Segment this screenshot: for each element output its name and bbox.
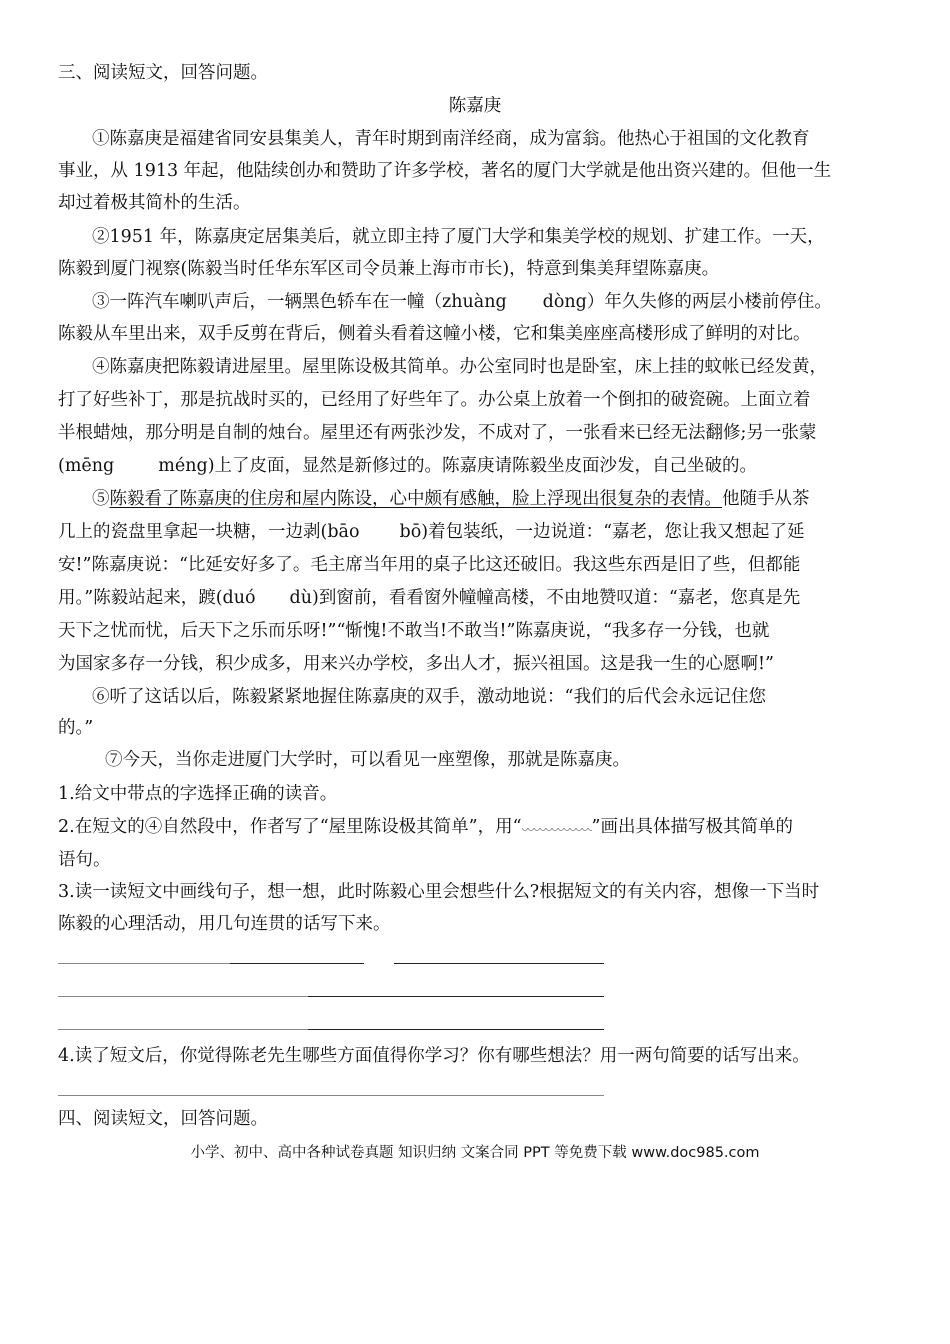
footer-promo: 小学、初中、高中各种试卷真题 知识归纳 文案合同 PPT 等免费下载 www.doc985.com: [190, 1145, 760, 1161]
p5-line2: [58, 521, 805, 543]
p4-line4-a: (mēng: [58, 456, 115, 476]
p5-line2-b: bō)着包装纸，一边说道：“嘉老，您让我又想起了延: [399, 522, 805, 542]
question-2-cont: 语句。: [58, 850, 111, 870]
section3-heading: 三、阅读短文，回答问题。: [58, 63, 268, 83]
p5-line4-b: dù)到窗前，看看窗外幢幢高楼，不由地赞叹道：“嘉老，您真是先: [289, 588, 801, 608]
p3-line1-b: dòng）年久失修的两层小楼前停住。: [542, 292, 832, 312]
answer-line-4[interactable]: [58, 1095, 604, 1096]
p5-line5: 天下之忧而忧，后天下之乐而乐呀!”“惭愧!不敢当!不敢当!”陈嘉庚说，“我多存一分钱，也就: [58, 621, 770, 641]
question-2: [58, 816, 793, 838]
p1-line1: ①陈嘉庚是福建省同安县集美人，青年时期到南洋经商，成为富翁。他热心于祖国的文化教育: [92, 129, 810, 149]
p3-line2: 陈毅从车里出来，双手反剪在背后，侧着头看着这幢小楼，它和集美座座高楼形成了鲜明的对比。: [58, 324, 811, 344]
question-3-cont: 陈毅的心理活动，用几句连贯的话写下来。: [58, 914, 391, 934]
answer-line-2a[interactable]: [58, 996, 308, 997]
p5-line6: 为国家多存一分钱，积少成多，用来兴办学校，多出人才，振兴祖国。这是我一生的心愿啊!”: [58, 654, 774, 674]
p4-line1: ④陈嘉庚把陈毅请进屋里。屋里陈设极其简单。办公室同时也是卧室，床上挂的蚊帐已经发黄，: [92, 357, 827, 377]
p4-line3: 半根蜡烛，那分明是自制的烛台。屋里还有两张沙发，不成对了，一张看来已经无法翻修;另一张蒙: [58, 423, 817, 443]
answer-line-3a[interactable]: [58, 1029, 308, 1030]
underlined-sentence: 陈毅看了陈嘉庚的住房和屋内陈设，心中颇有感触，脸上浮现出很复杂的表情。: [109, 489, 722, 509]
p5-line1: [92, 488, 810, 510]
article-title: 陈嘉庚: [448, 96, 502, 116]
p2-line2: 陈毅到厦门视察(陈毅当时任华东军区司令员兼上海市市长)，特意到集美拜望陈嘉庚。: [58, 259, 720, 279]
answer-line-2b[interactable]: [308, 996, 604, 997]
question-3: 3.读一读短文中画线句子，想一想，此时陈毅心里会想些什么?根据短文的有关内容，想像一下当时: [58, 882, 820, 902]
p6-line2: 的。”: [58, 718, 94, 738]
p5-prefix: ⑤: [92, 489, 110, 509]
question-2-b: ”画出具体描写极其简单的: [591, 817, 793, 837]
p5-line4-a: 用。”陈毅站起来，踱(duó: [58, 588, 256, 608]
wavy-line-mark: [522, 820, 592, 832]
p4-line2: 打了好些补丁，那是抗战时买的，已经用了好些年了。办公桌上放着一个倒扣的破瓷碗。上面立着: [58, 390, 811, 410]
p3-line1-a: ③一阵汽车喇叭声后，一辆黑色轿车在一幢（zhuàng: [92, 292, 507, 312]
answer-line-1b[interactable]: [230, 963, 364, 964]
p1-line3: 却过着极其简朴的生活。: [58, 193, 251, 213]
question-2-a: 2.在短文的④自然段中，作者写了“屋里陈设极其简单”，用“: [58, 817, 522, 837]
p5-line4: [58, 587, 800, 609]
p4-line4-b: méng)上了皮面，显然是新修过的。陈嘉庚请陈毅坐皮面沙发，自己坐破的。: [158, 456, 758, 476]
p1-line2: 事业，从 1913 年起，他陆续创办和赞助了许多学校，著名的厦门大学就是他出资兴建的。但他一生: [58, 161, 832, 181]
answer-line-1a[interactable]: [58, 963, 230, 964]
answer-line-1c[interactable]: [394, 963, 604, 964]
p7-line: ⑦今天，当你走进厦门大学时，可以看见一座塑像，那就是陈嘉庚。: [105, 750, 630, 770]
question-4: 4.读了短文后，你觉得陈老先生哪些方面值得你学习？你有哪些想法？用一两句简要的话写出来。: [58, 1046, 810, 1066]
p5-line2-a: 几上的瓷盘里拿起一块糖，一边剥(bāo: [58, 522, 360, 542]
question-1: 1.给文中带点的字选择正确的读音。: [58, 784, 338, 804]
p3-line1: [92, 291, 832, 313]
p6-line1: ⑥听了这话以后，陈毅紧紧地握住陈嘉庚的双手，激动地说：“我们的后代会永远记住您: [92, 687, 766, 707]
p5-line3: 安!”陈嘉庚说：“比延安好多了。毛主席当年用的桌子比这还破旧。我这些东西是旧了些，但都能: [58, 555, 801, 575]
p2-line1: ②1951 年，陈嘉庚定居集美后，就立即主持了厦门大学和集美学校的规划、扩建工作。一天，: [92, 227, 825, 247]
section4-heading: 四、阅读短文，回答问题。: [58, 1109, 268, 1129]
p4-line4: [58, 455, 757, 477]
answer-line-3b[interactable]: [308, 1029, 604, 1030]
p5-line1-rest: 他随手从茶: [722, 489, 810, 509]
